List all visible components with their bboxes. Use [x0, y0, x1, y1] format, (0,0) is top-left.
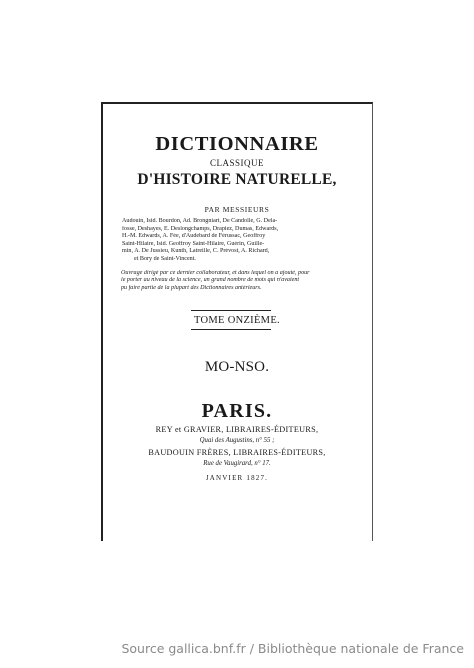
- publisher-2: BAUDOUIN FRÈRES, LIBRAIRES-ÉDITEURS,: [148, 448, 326, 457]
- authors-list: [122, 218, 358, 263]
- source-credit: Source gallica.bnf.fr / Bibliothèque nationale de France: [121, 641, 464, 656]
- authors-line: H.-M. Edwards, A. Fée, d'Audebard de Férussac, Geoffroy: [122, 233, 266, 239]
- subtitle-histoire-naturelle: D'HISTOIRE NATURELLE,: [137, 171, 337, 188]
- volume-range: MO-NSO.: [204, 359, 270, 375]
- par-messieurs: PAR MESSIEURS: [204, 205, 270, 214]
- authors-line: et Bory de Saint-Vincent.: [134, 255, 196, 262]
- work-line: Ouvrage dirigé par ce dernier collaborateur, et dans lequel on a ajouté, pour: [121, 270, 310, 276]
- work-description: [121, 270, 357, 292]
- work-line: pu faire partie de la plupart des Dictionnaires antérieurs.: [121, 284, 262, 291]
- subtitle-classique: CLASSIQUE: [209, 158, 264, 168]
- imprint-city: PARIS.: [201, 400, 273, 422]
- tome-label: TOME ONZIÈME.: [194, 315, 280, 326]
- work-line: le porter au niveau de la science, un grand nombre de mots qui n'avaient: [121, 277, 300, 284]
- authors-line: Saint-Hilaire, Isid. Geoffroy Saint-Hilaire, Guérin, Guille-: [122, 240, 265, 247]
- publisher-2-address: Rue de Vaugirard, n° 17.: [203, 460, 271, 467]
- authors-line: fosse, Deshayes, E. Deslongchamps, Drapiez, Dumas, Edwards,: [122, 225, 279, 232]
- authors-line: min, A. De Jussieu, Kunth, Latreille, C. Prévost, A. Richard,: [122, 248, 270, 254]
- authors-line: Audouin, Isid. Bourdon, Ad. Brongniart, De Candolle, G. Dela-: [122, 218, 278, 224]
- publisher-1-address: Quai des Augustins, n° 55 ;: [199, 437, 275, 444]
- book-title: DICTIONNAIRE: [155, 133, 319, 155]
- rule-top: [191, 310, 271, 311]
- publisher-1: REY et GRAVIER, LIBRAIRES-ÉDITEURS,: [155, 425, 319, 434]
- publication-date: JANVIER 1827.: [205, 474, 269, 482]
- rule-bottom: [191, 329, 271, 330]
